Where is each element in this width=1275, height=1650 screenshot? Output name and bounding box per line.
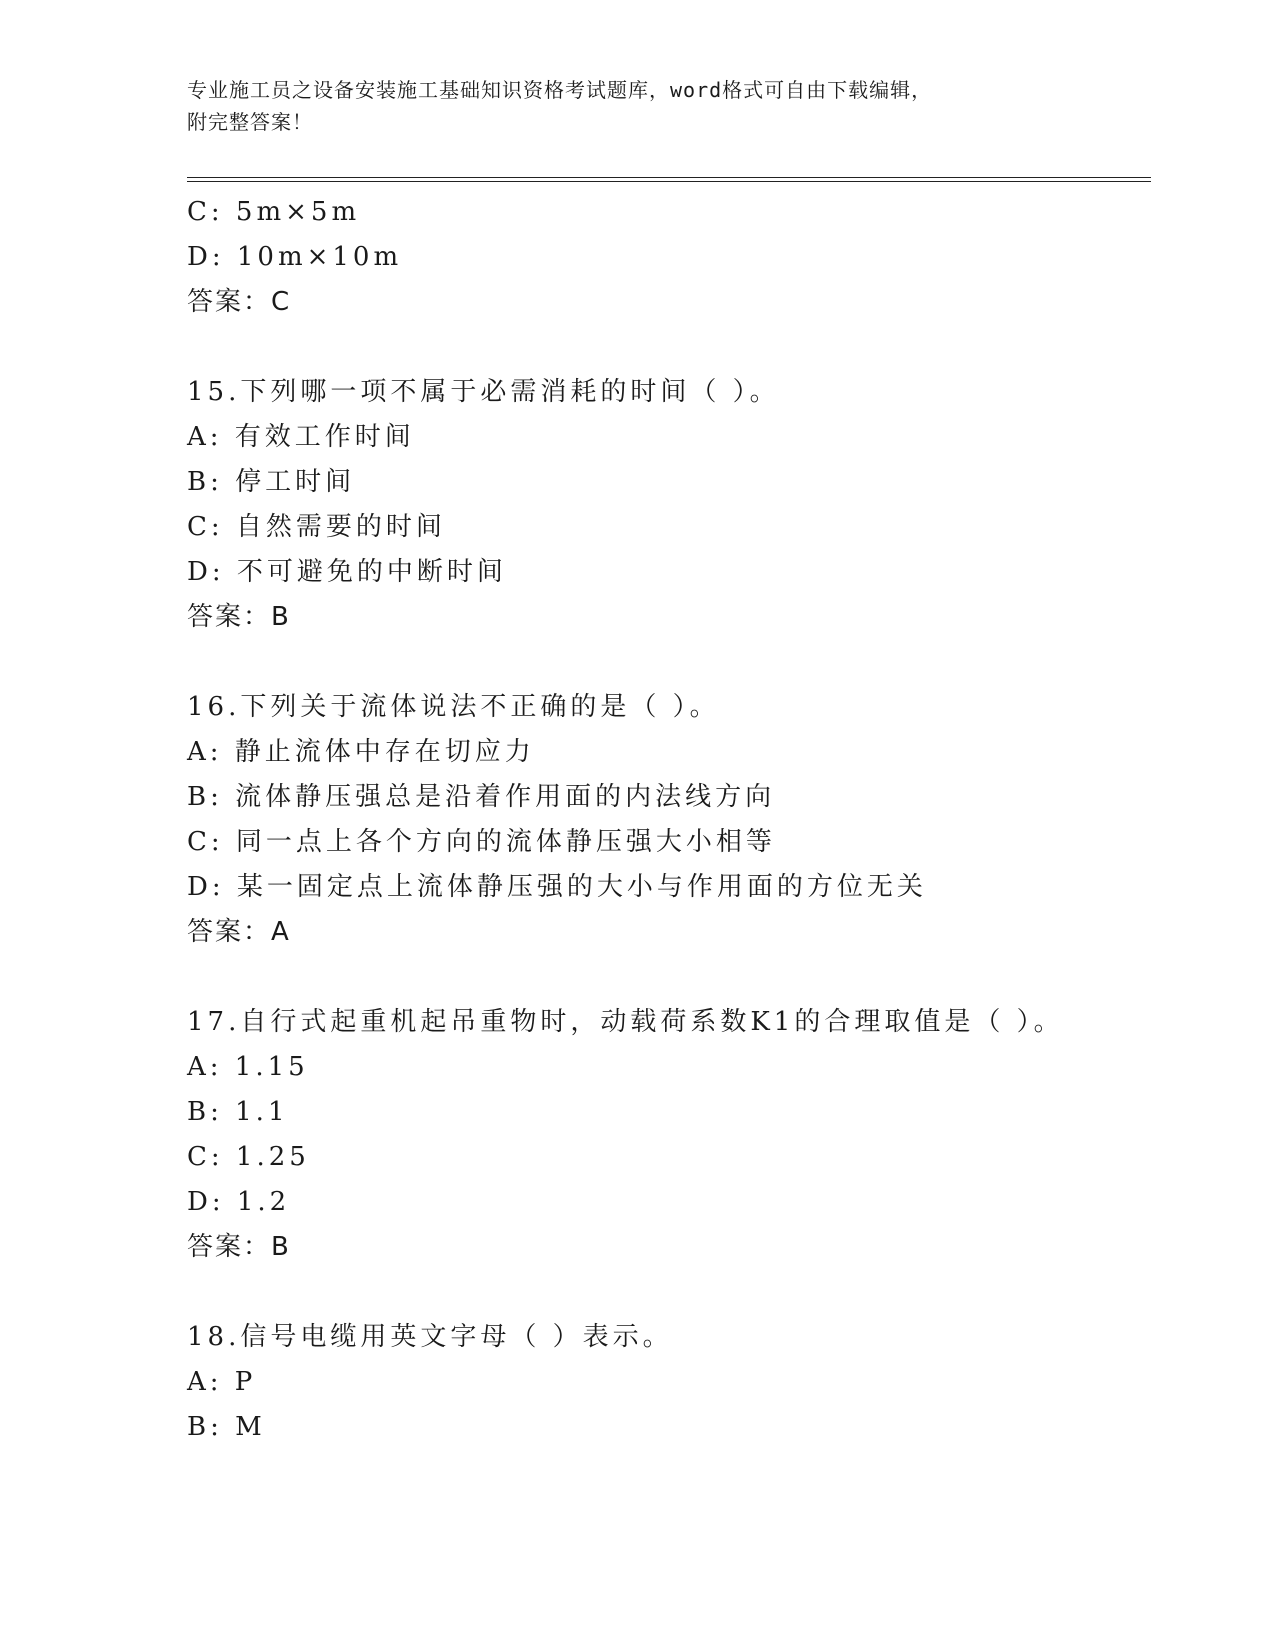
option-d: D: 不可避免的中断时间 <box>187 557 507 587</box>
question-16 <box>187 685 1147 955</box>
option-c: C: 5m×5m <box>187 197 361 227</box>
spacer <box>187 640 1147 685</box>
question-14-continued <box>187 190 1147 325</box>
question-18 <box>187 1315 1147 1450</box>
spacer <box>187 325 1147 370</box>
option-a: A: 有效工作时间 <box>187 422 415 452</box>
question-stem: 16.下列关于流体说法不正确的是（ ）。 <box>187 692 720 722</box>
option-b: B: 停工时间 <box>187 467 356 497</box>
document-body <box>187 190 1147 1450</box>
answer-line: 答案：B <box>187 602 291 632</box>
document-header <box>187 74 1087 138</box>
question-stem: 18.信号电缆用英文字母（ ）表示。 <box>187 1322 673 1352</box>
answer-line: 答案：B <box>187 1232 291 1262</box>
answer-line: 答案：A <box>187 917 291 947</box>
spacer <box>187 1270 1147 1315</box>
question-stem: 15.下列哪一项不属于必需消耗的时间（ ）。 <box>187 377 780 407</box>
option-b: B: 流体静压强总是沿着作用面的内法线方向 <box>187 782 776 812</box>
option-c: C: 自然需要的时间 <box>187 512 446 542</box>
answer-line: 答案：C <box>187 287 292 317</box>
header-divider-top <box>187 177 1151 178</box>
question-stem: 17.自行式起重机起吊重物时，动载荷系数K1的合理取值是（ ）。 <box>187 1007 1064 1037</box>
option-b: B: 1.1 <box>187 1097 289 1127</box>
option-d: D: 1.2 <box>187 1187 291 1217</box>
option-c: C: 同一点上各个方向的流体静压强大小相等 <box>187 827 776 857</box>
header-divider-bottom <box>187 181 1151 182</box>
option-b: B: M <box>187 1412 266 1442</box>
option-a: A: 1.15 <box>187 1052 309 1082</box>
header-line-1: 专业施工员之设备安装施工基础知识资格考试题库，word格式可自由下载编辑， <box>187 78 933 102</box>
option-a: A: 静止流体中存在切应力 <box>187 737 535 767</box>
question-17 <box>187 1000 1147 1270</box>
option-d: D: 某一固定点上流体静压强的大小与作用面的方位无关 <box>187 872 927 902</box>
question-15 <box>187 370 1147 640</box>
spacer <box>187 955 1147 1000</box>
option-c: C: 1.25 <box>187 1142 310 1172</box>
option-d: D: 10m×10m <box>187 242 403 272</box>
header-line-2: 附完整答案！ <box>187 110 313 134</box>
option-a: A: P <box>187 1367 257 1397</box>
